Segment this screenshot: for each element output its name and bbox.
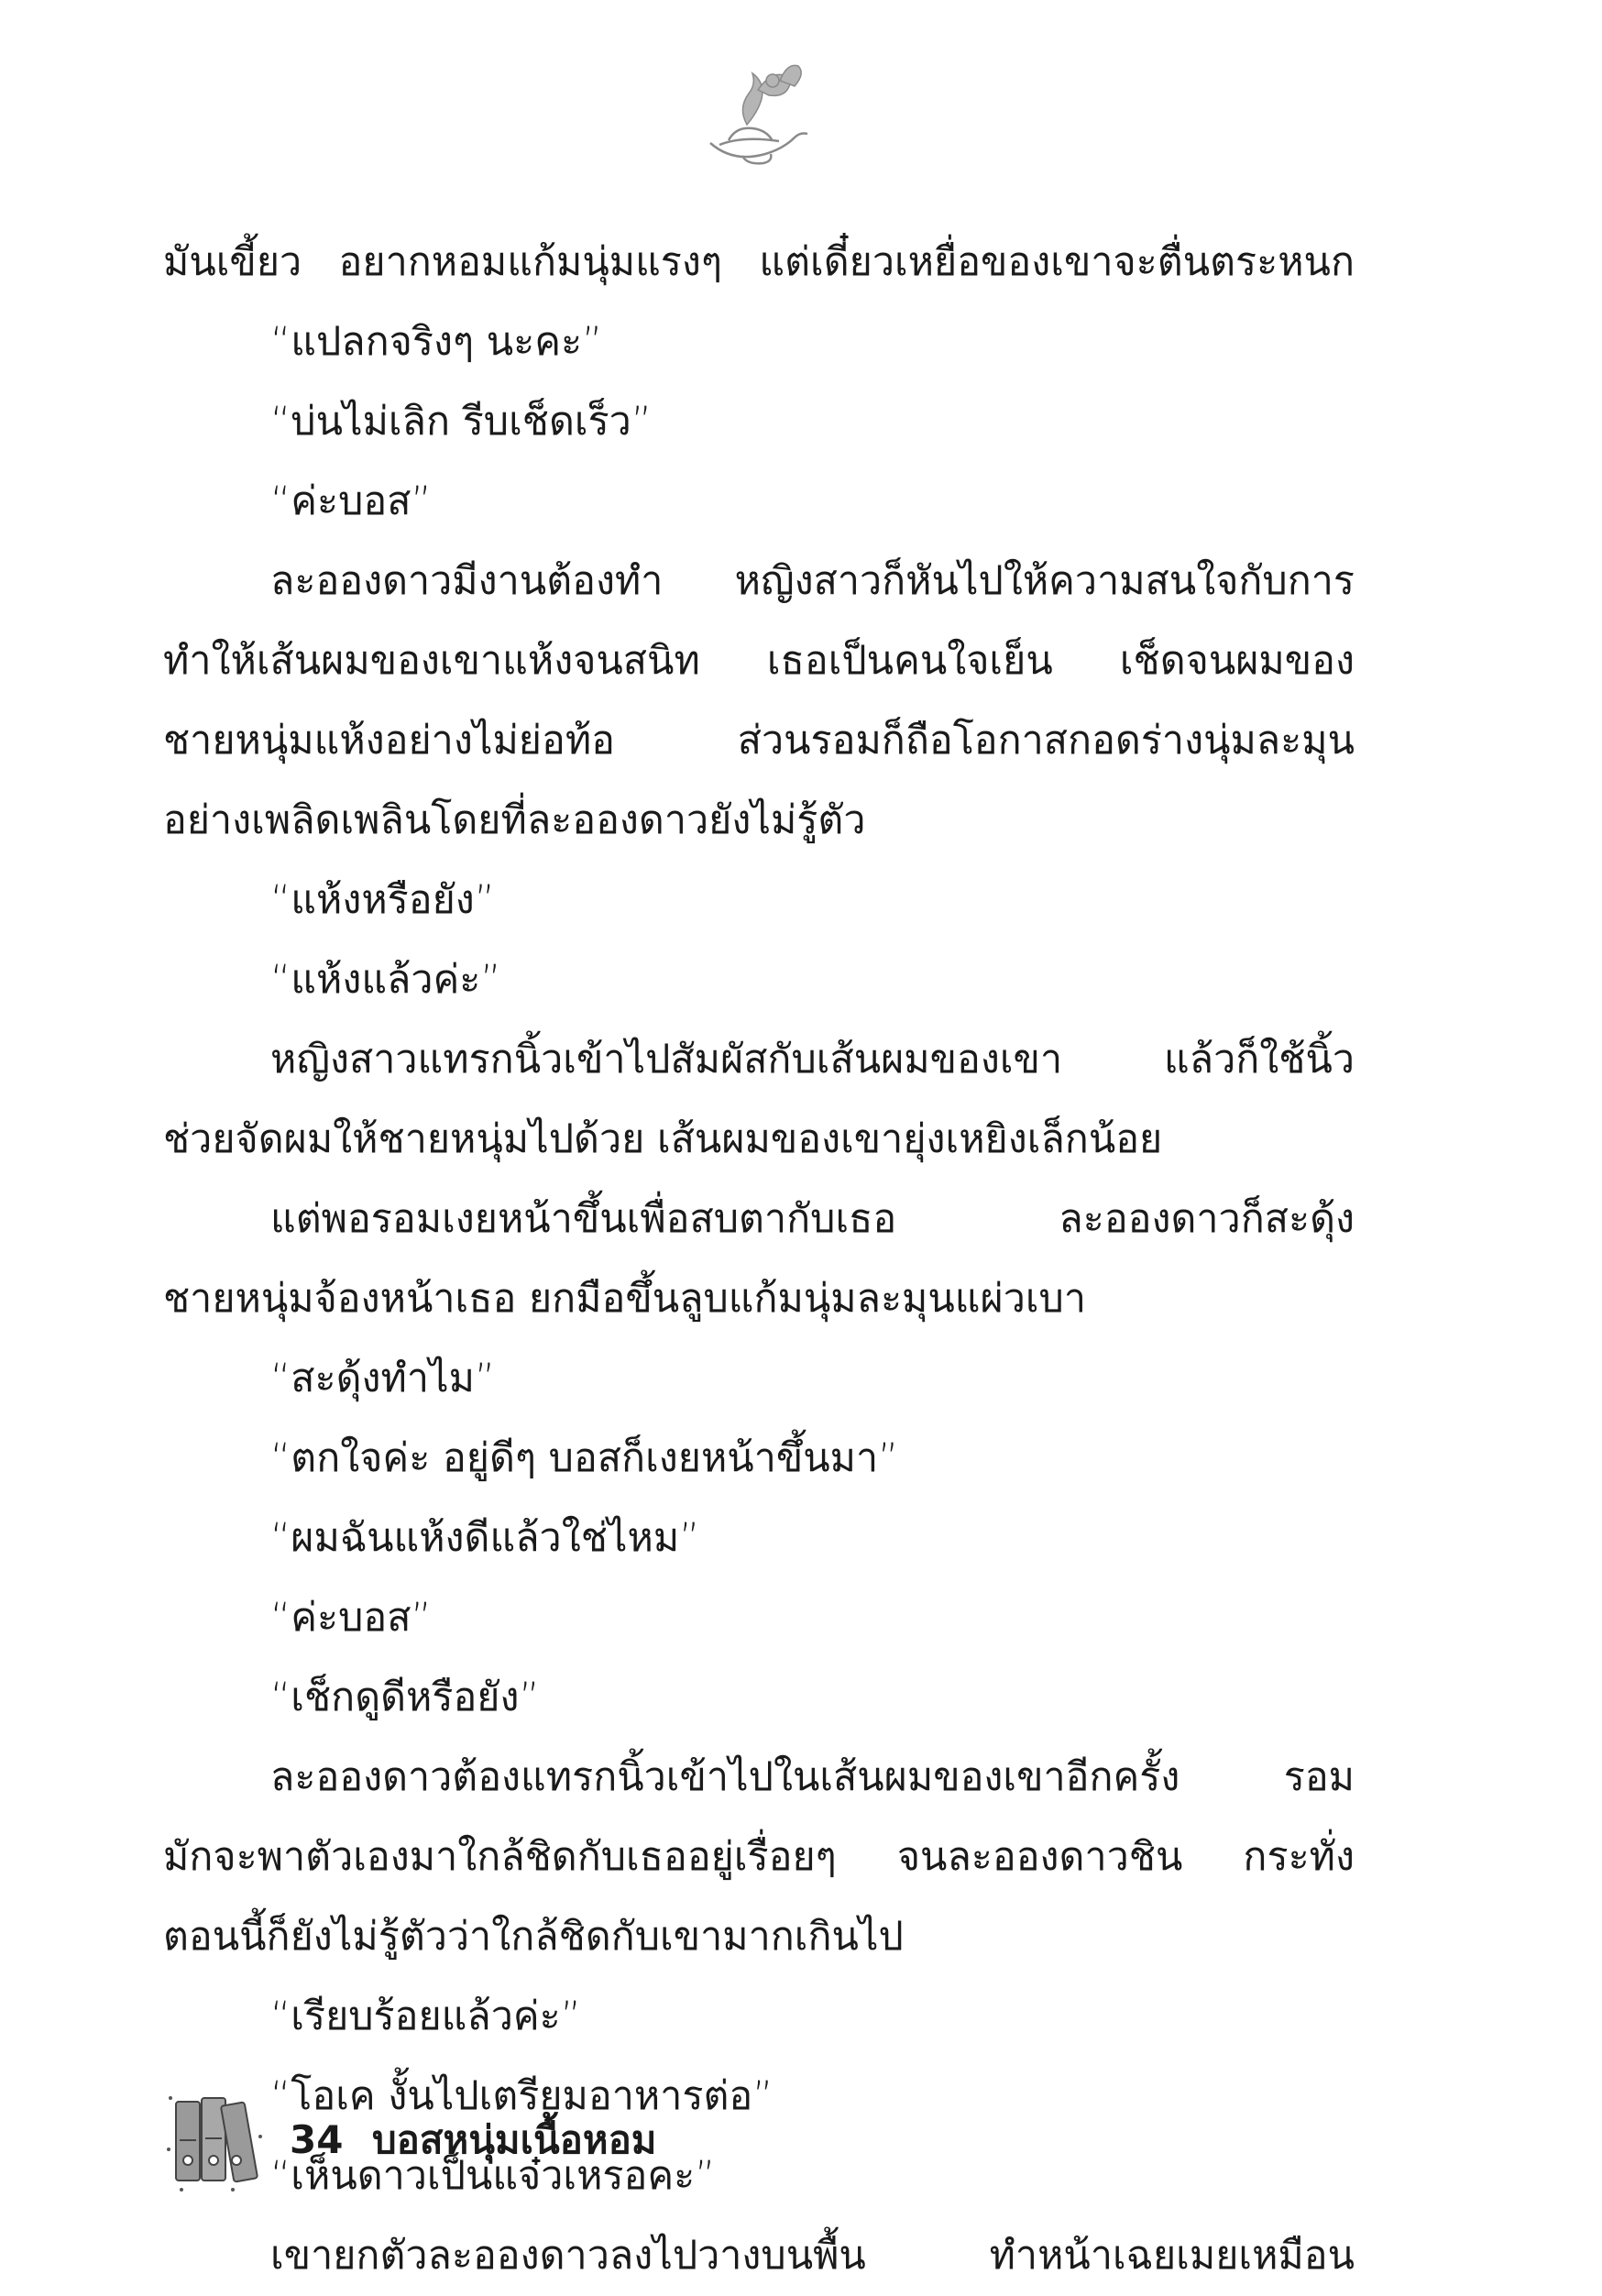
text-line: มักจะพาตัวเองมาใกล้ชิดกับเธออยู่เรื่อยๆ จนละอองดาวชิน กระทั่ง [163,1834,1355,1880]
text-line: ตอนนี้ก็ยังไม่รู้ตัวว่าใกล้ชิดกับเขามากเกินไป [163,1914,904,1960]
text-line: “ผมฉันแห้งดีแล้วใช่ไหม” [270,1515,700,1561]
book-title: บอสหนุ่มเนื้อหอม [372,2117,657,2162]
text-line: หญิงสาวแทรกนิ้วเข้าไปสัมผัสกับเส้นผมของเขา แล้วก็ใช้นิ้ว [270,1037,1355,1082]
text-line: “ตกใจค่ะ อยู่ดีๆ บอสก็เงยหน้าขึ้นมา” [270,1435,899,1481]
text-line: “เรียบร้อยแล้วค่ะ” [270,1994,582,2039]
text-line: ทำให้เส้นผมของเขาแห้งจนสนิท เธอเป็นคนใจเย็น เช็ดจนผมของ [163,638,1355,684]
text-line: ละอองดาวมีงานต้องทำ หญิงสาวก็หันไปให้ความสนใจกับการ [270,558,1355,604]
text-line: ช่วยจัดผมให้ชายหนุ่มไปด้วย เส้นผมของเขายุ่งเหยิงเล็กน้อย [163,1116,1163,1162]
genie-lamp-icon [692,53,811,168]
text-line: แต่พอรอมเงยหน้าขึ้นเพื่อสบตากับเธอ ละอองดาวก็สะดุ้ง [270,1196,1355,1242]
text-line: ชายหนุ่มจ้องหน้าเธอ ยกมือขึ้นลูบแก้มนุ่มละมุนแผ่วเบา [163,1276,1086,1322]
text-line: “ค่ะบอส” [270,1595,432,1641]
text-line: “บ่นไม่เลิก รีบเช็ดเร็ว” [270,399,653,445]
text-line: มันเขี้ยว อยากหอมแก้มนุ่มแรงๆ แต่เดี๋ยวเหยื่อของเขาจะตื่นตระหนก [163,239,1355,285]
text-line: “แห้งหรือยัง” [270,877,496,923]
text-line: “เช็กดูดีหรือยัง” [270,1675,540,1720]
text-line: เขายกตัวละอองดาวลงไปวางบนพื้น ทำหน้าเฉยเมยเหมือน [270,2233,1355,2279]
page-number: 34 [290,2117,344,2162]
text-line: “ค่ะบอส” [270,478,432,524]
text-line: อย่างเพลิดเพลินโดยที่ละอองดาวยังไม่รู้ตัว [163,797,866,843]
text-line: “เห็นดาวเป็นแจ๋วเหรอคะ” [270,2153,716,2199]
books-icon [163,2085,273,2195]
body-text [163,223,1355,2296]
text-line: ชายหนุ่มแห้งอย่างไม่ย่อท้อ ส่วนรอมก็ถือโอกาสกอดร่างนุ่มละมุน [163,718,1355,764]
text-line: “สะดุ้งทำไม” [270,1356,496,1401]
text-line: “โอเค งั้นไปเตรียมอาหารต่อ” [270,2073,774,2119]
text-line: ละอองดาวต้องแทรกนิ้วเข้าไปในเส้นผมของเขาอีกครั้ง รอม [270,1754,1355,1800]
text-line: “แปลกจริงๆ นะคะ” [270,319,603,365]
text-line: “แห้งแล้วค่ะ” [270,957,501,1003]
page-footer [163,2085,805,2195]
